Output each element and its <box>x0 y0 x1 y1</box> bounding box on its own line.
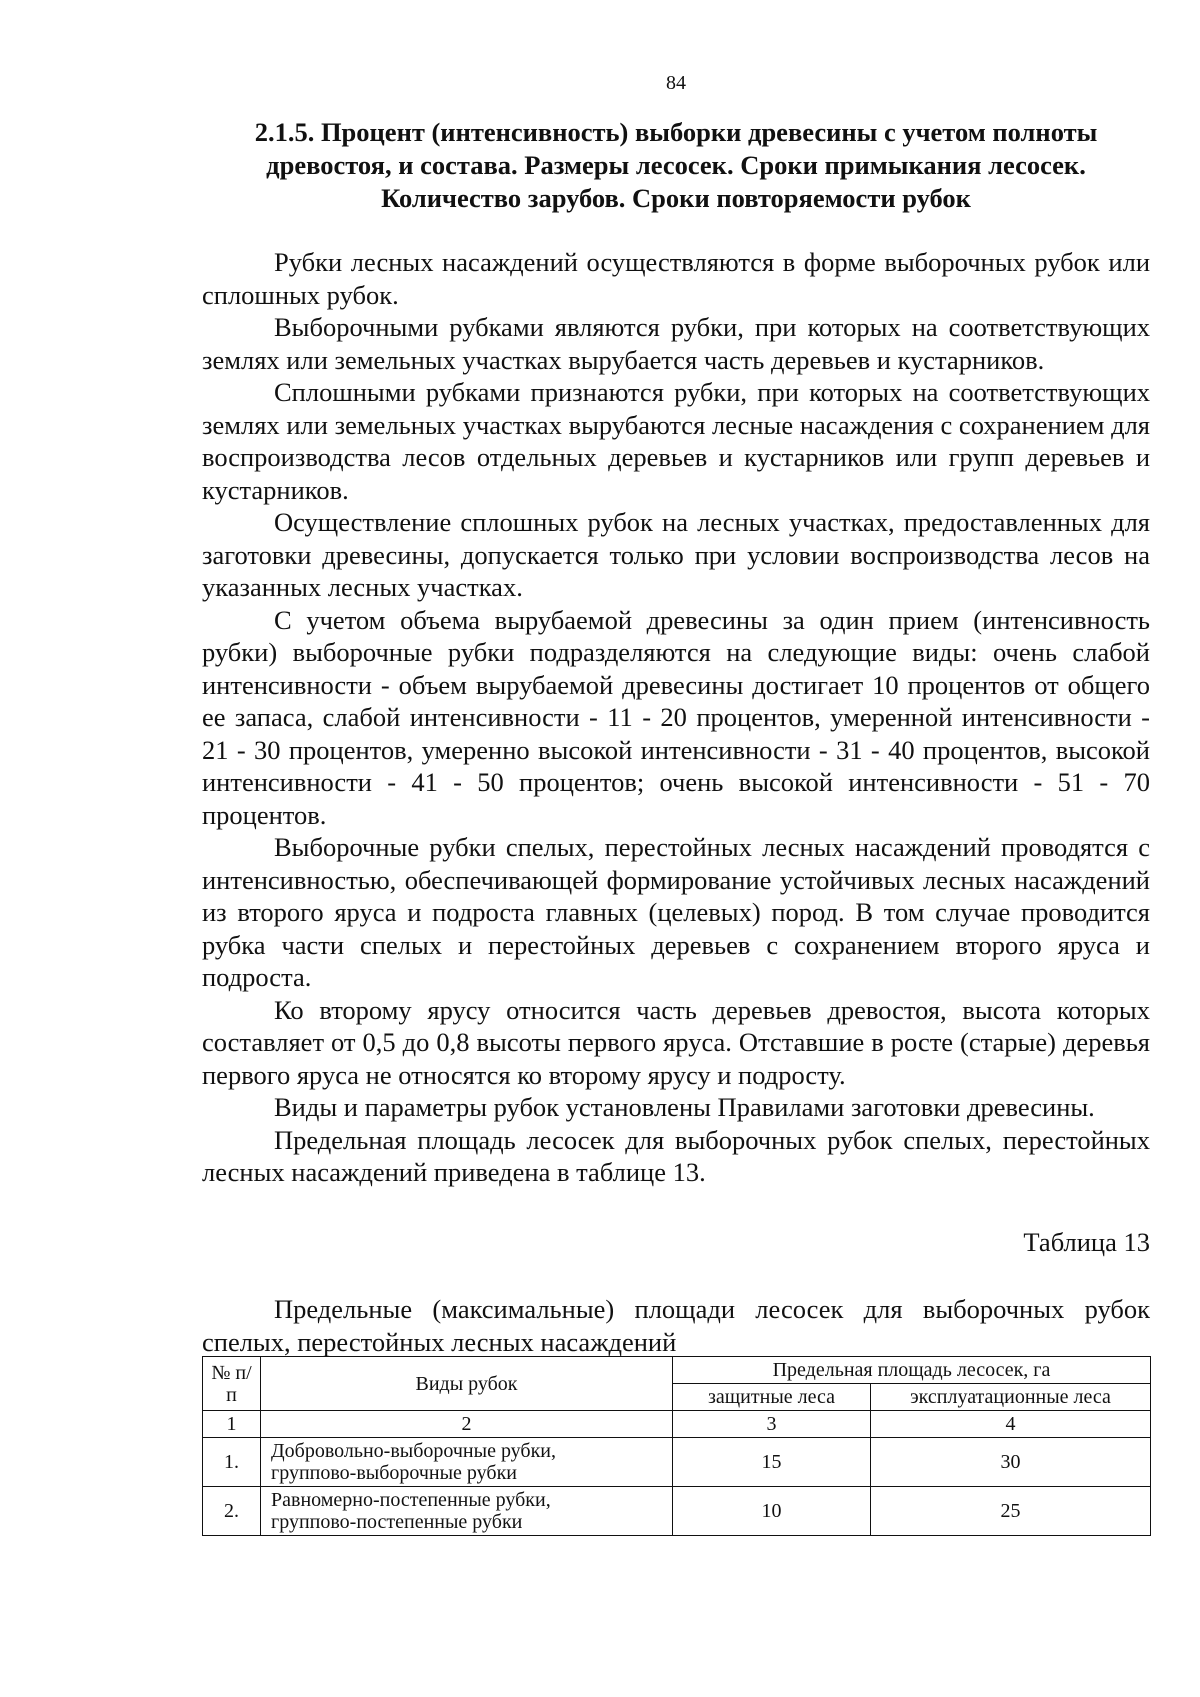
header-kind: Виды рубок <box>261 1357 673 1411</box>
row-exploitation: 30 <box>871 1438 1151 1487</box>
paragraph: Сплошными рубками признаются рубки, при которых на соответствующих землях или земельных участках вырубаются лесные насаждения с сохранением для воспроизводства лесов отдельных деревьев и кустарников или групп деревьев и кустарников. <box>202 377 1150 505</box>
header-num: № п/п <box>203 1357 261 1411</box>
column-number: 3 <box>673 1411 871 1438</box>
paragraph: Осуществление сплошных рубок на лесных участках, предоставленных для заготовки древесины, допускается только при условии воспроизводства лесов на указанных лесных участках. <box>202 507 1150 602</box>
header-exploitation: эксплуатационные леса <box>871 1384 1151 1411</box>
row-num: 2. <box>203 1487 261 1536</box>
header-area-group: Предельная площадь лесосек, га <box>673 1357 1151 1384</box>
row-protective: 10 <box>673 1487 871 1536</box>
row-protective: 15 <box>673 1438 871 1487</box>
section-title <box>202 116 1150 215</box>
body-text <box>202 246 1150 1189</box>
column-number: 4 <box>871 1411 1151 1438</box>
row-kind-line: Добровольно-выборочные рубки, <box>271 1440 557 1462</box>
row-kind-line: группово-постепенные рубки <box>271 1511 523 1533</box>
row-num: 1. <box>203 1438 261 1487</box>
paragraph: Ко второму ярусу относится часть деревьев древостоя, высота которых составляет от 0,5 до 0,8 высоты первого яруса. Отставшие в росте (старые) деревья первого яруса не относятся ко второму ярусу и подросту. <box>202 994 1150 1090</box>
paragraph: Рубки лесных насаждений осуществляются в форме выборочных рубок или сплошных рубок. <box>202 247 1150 310</box>
table-number-label: Таблица 13 <box>1023 1227 1150 1257</box>
table-header-row <box>203 1357 1151 1384</box>
cutting-area-table <box>202 1356 1151 1536</box>
row-exploitation: 25 <box>871 1487 1151 1536</box>
paragraph: С учетом объема вырубаемой древесины за один прием (интенсивность рубки) выборочные рубки подразделяются на следующие виды: очень слабой интенсивности - объем вырубаемой древесины достигает 10 процентов от общего ее запаса, слабой интенсивности - 11 - 20 процентов, умеренной интенсивности - 21 - 30 процентов, умеренно высокой интенсивности - 31 - 40 процентов, высокой интенсивности - 41 - 50 процентов; очень высокой интенсивности - 51 - 70 процентов. <box>202 604 1150 830</box>
section-title-line: Количество зарубов. Сроки повторяемости рубок <box>381 183 971 213</box>
table-row <box>203 1487 1151 1536</box>
table-caption: Предельные (максимальные) площади лесосек для выборочных рубок спелых, перестойных лесных насаждений <box>202 1294 1150 1357</box>
page-number: 84 <box>666 72 686 94</box>
row-kind-line: Равномерно-постепенные рубки, <box>271 1489 551 1511</box>
section-title-line: древостоя, и состава. Размеры лесосек. Сроки примыкания лесосек. <box>266 150 1086 180</box>
table-row <box>203 1438 1151 1487</box>
row-kind-line: группово-выборочные рубки <box>271 1462 517 1484</box>
paragraph: Выборочными рубками являются рубки, при которых на соответствующих землях или земельных участках вырубается часть деревьев и кустарников. <box>202 312 1150 375</box>
paragraph: Виды и параметры рубок установлены Правилами заготовки древесины. <box>274 1092 1095 1122</box>
row-kind <box>261 1438 673 1487</box>
column-number: 1 <box>203 1411 261 1438</box>
column-number: 2 <box>261 1411 673 1438</box>
header-protective: защитные леса <box>673 1384 871 1411</box>
paragraph: Выборочные рубки спелых, перестойных лесных насаждений проводятся с интенсивностью, обеспечивающей формирование устойчивых лесных насаждений из второго яруса и подроста главных (целевых) пород. В том случае проводится рубка части спелых и перестойных деревьев с сохранением второго яруса и подроста. <box>202 832 1150 992</box>
row-kind <box>261 1487 673 1536</box>
section-title-line: 2.1.5. Процент (интенсивность) выборки древесины с учетом полноты <box>254 117 1098 147</box>
table-column-numbers-row <box>203 1411 1151 1438</box>
paragraph: Предельная площадь лесосек для выборочных рубок спелых, перестойных лесных насаждений приведена в таблице 13. <box>202 1124 1150 1187</box>
